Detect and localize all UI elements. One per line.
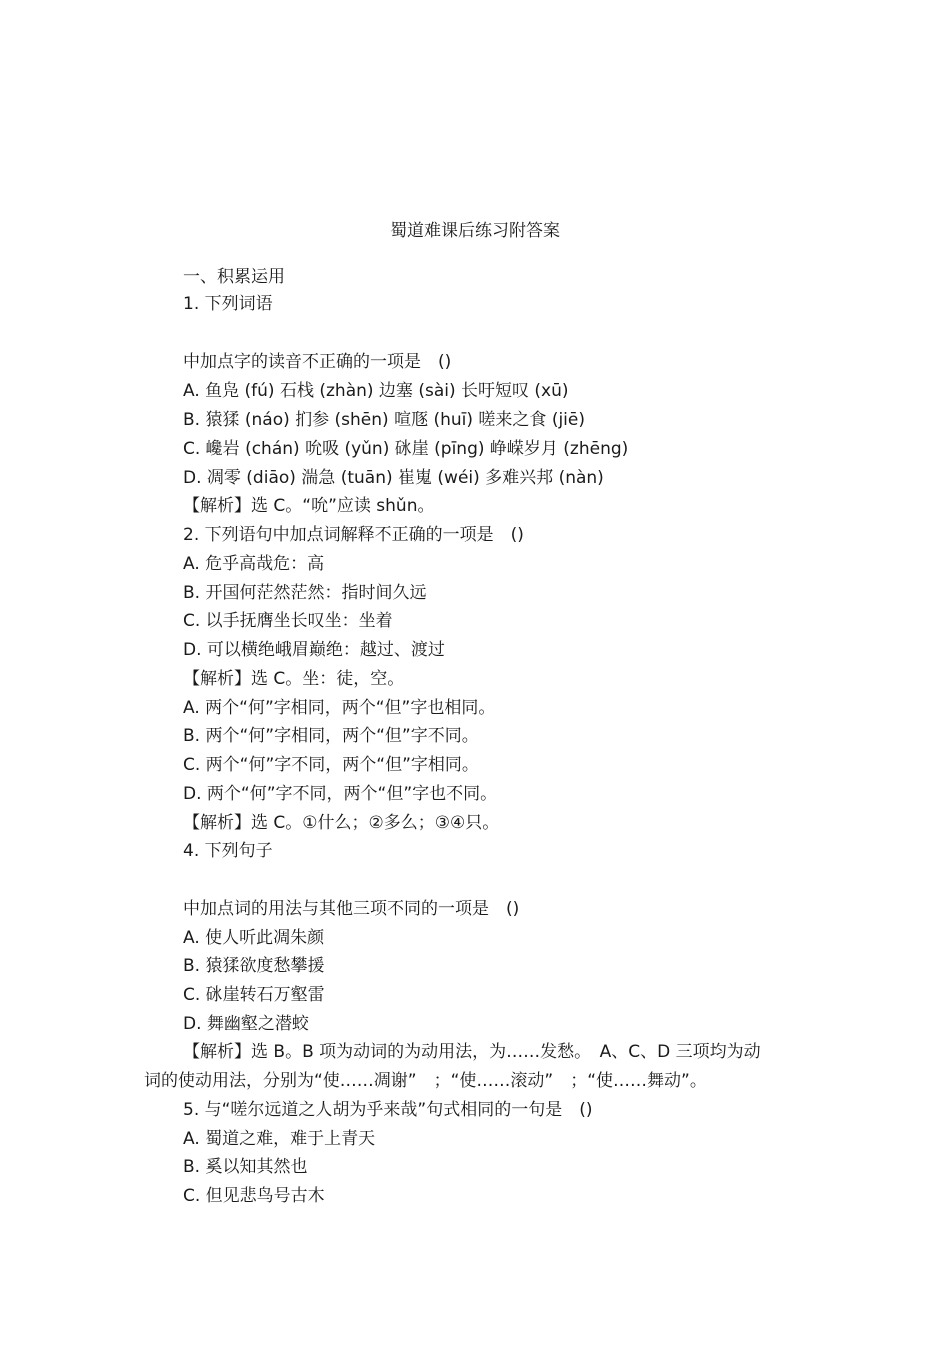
question-3-option-c: C. 两个“何”字不同，两个“但”字相同。 (183, 755, 479, 775)
question-2-option-b: B. 开国何茫然茫然：指时间久远 (183, 583, 427, 603)
question-4-number: 4. 下列句子 (183, 841, 273, 861)
question-4-option-d: D. 舞幽壑之潜蛟 (183, 1014, 309, 1034)
question-1-option-a: A. 鱼凫 (fú) 石栈 (zhàn) 边塞 (sài) 长吁短叹 (xū) (183, 381, 569, 401)
question-1-answer: 【解析】选 C。“吮”应读 shǔn。 (183, 496, 435, 516)
question-5-option-a: A. 蜀道之难，难于上青天 (183, 1129, 376, 1149)
question-1-option-c: C. 巉岩 (chán) 吮吸 (yǔn) 砯崖 (pīng) 峥嵘岁月 (zhēng) (183, 439, 629, 459)
question-2-option-d: D. 可以横绝峨眉巅绝：越过、渡过 (183, 640, 445, 660)
question-4-stem: 中加点词的用法与其他三项不同的一项是 () (183, 899, 520, 919)
question-2-option-a: A. 危乎高哉危：高 (183, 554, 325, 574)
question-3-answer: 【解析】选 C。①什么；②多么；③④只。 (183, 813, 500, 833)
question-4-option-b: B. 猿猱欲度愁攀援 (183, 956, 325, 976)
question-4-option-a: A. 使人听此凋朱颜 (183, 928, 325, 948)
question-5-option-b: B. 奚以知其然也 (183, 1157, 308, 1177)
question-4-answer-continued: 词的使动用法，分别为“使……凋谢” ；“使……滚动” ；“使……舞动”。 (144, 1071, 707, 1091)
question-4-answer: 【解析】选 B。B 项为动词的为动用法，为……发愁。 A、C、D 三项均为动 (183, 1042, 761, 1062)
question-3-option-a: A. 两个“何”字相同，两个“但”字也相同。 (183, 698, 496, 718)
section-heading: 一、积累运用 (183, 267, 285, 287)
question-5-option-c: C. 但见悲鸟号古木 (183, 1186, 325, 1206)
question-2-answer: 【解析】选 C。坐：徒，空。 (183, 669, 405, 689)
document-title: 蜀道难课后练习附答案 (390, 221, 560, 241)
question-1-option-b: B. 猿猱 (náo) 扪参 (shēn) 喧豗 (huī) 嗟来之食 (jiē) (183, 410, 585, 430)
question-2-stem: 2. 下列语句中加点词解释不正确的一项是 () (183, 525, 524, 545)
question-3-option-b: B. 两个“何”字相同，两个“但”字不同。 (183, 726, 479, 746)
question-4-option-c: C. 砯崖转石万壑雷 (183, 985, 325, 1005)
question-1-number: 1. 下列词语 (183, 294, 273, 314)
question-1-option-d: D. 凋零 (diāo) 湍急 (tuān) 崔嵬 (wéi) 多难兴邦 (nàn) (183, 468, 604, 488)
question-2-option-c: C. 以手抚膺坐长叹坐：坐着 (183, 611, 393, 631)
question-3-option-d: D. 两个“何”字不同，两个“但”字也不同。 (183, 784, 498, 804)
question-1-stem: 中加点字的读音不正确的一项是 () (183, 352, 452, 372)
question-5-stem: 5. 与“嗟尔远道之人胡为乎来哉”句式相同的一句是 () (183, 1100, 593, 1120)
